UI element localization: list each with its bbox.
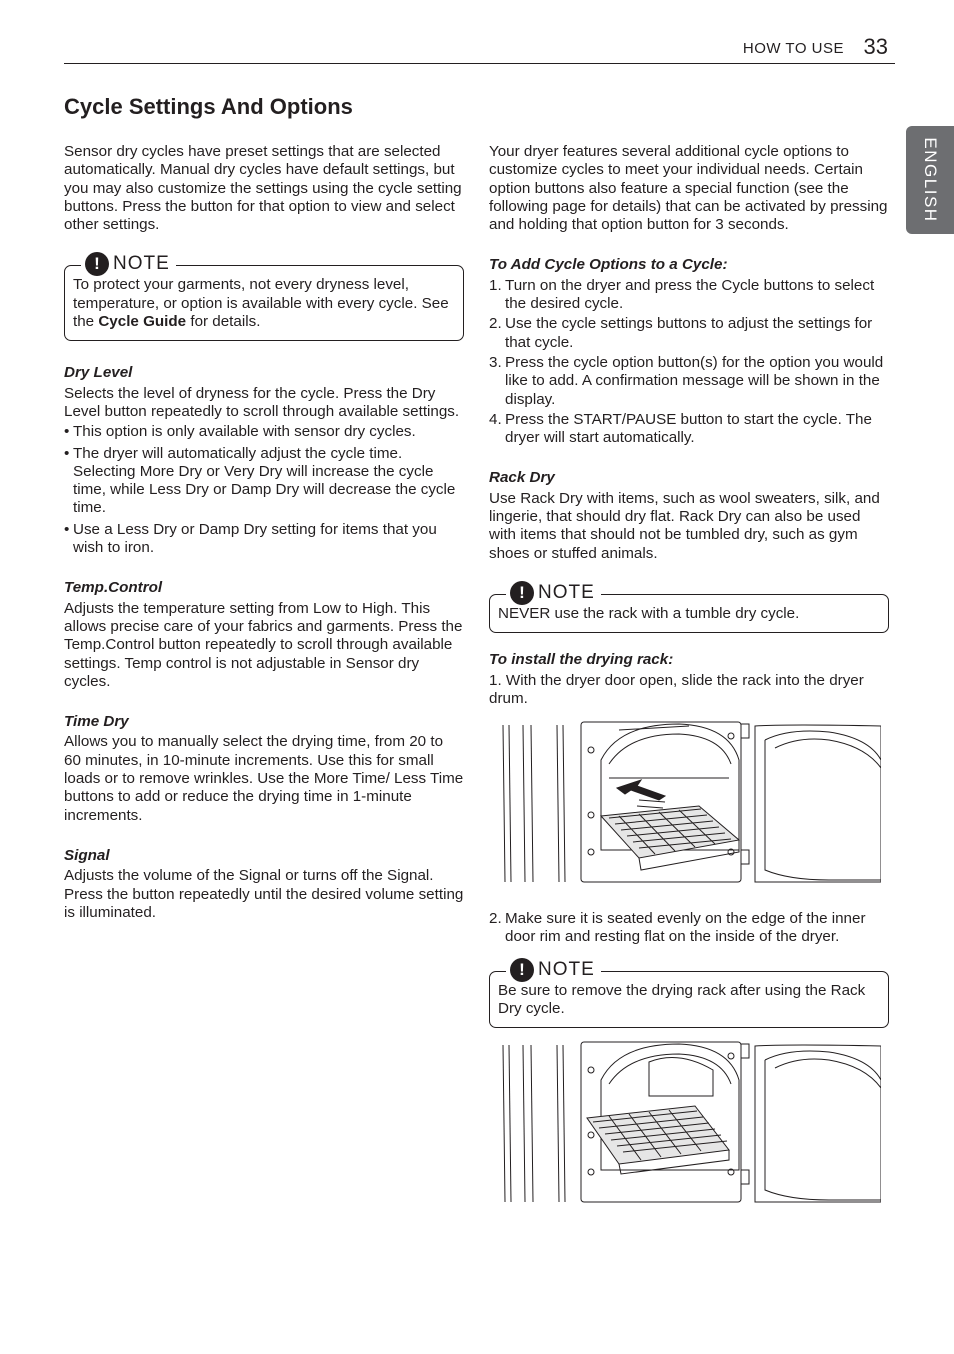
note-title: NOTE [113,253,170,275]
list-item: • Use a Less Dry or Damp Dry setting for items that you wish to iron. [64,521,464,558]
rack-dry-text: Use Rack Dry with items, such as wool sweaters, silk, and lingerie, that should dry flat. Rack Dry can also be used with items that should not be tumbled dry, such as gym shoes or stuffed animals. [489,489,880,562]
add-options-heading: To Add Cycle Options to a Cycle: [489,256,728,274]
header-rule [64,63,895,64]
right-intro: Your dryer features several additional cycle options to customize cycles to meet your individual needs. Certain option buttons also feature a special function (see the following page for details) that can be activated by pressing and holding that option button for 3 seconds. [489,143,888,234]
install-step-2 [489,910,889,947]
temp-control-heading: Temp.Control [64,579,163,597]
list-item: 3. Press the cycle option button(s) for the option you would like to add. A confirmation message will be shown in the display. [489,353,884,408]
add-options-steps [489,277,889,448]
list-item: 2. Use the cycle settings buttons to adjust the settings for that cycle. [489,315,873,351]
right-column [489,143,889,1204]
left-column [64,143,464,922]
list-item: • This option is only available with sensor dry cycles. [64,423,464,441]
time-dry-text: Allows you to manually select the drying time, from 20 to 60 minutes, in 10-minute increments. Use this for small loads or to remove wrinkles. Use the More Time/ Less Time buttons to add or reduce the drying time in 1-minute increments. [64,733,464,824]
note-text: To protect your garments, not every dryness level, temperature, or option is available with every cycle. See the Cycle Guide for details. [73,276,449,331]
dry-level-text: Selects the level of dryness for the cycle. Press the Dry Level button repeatedly to scroll through available settings. [64,384,460,420]
list-item: • The dryer will automatically adjust the cycle time. Selecting More Dry or Very Dry will increase the cycle time, while Less Dry or Damp Dry will decrease the cycle time. [64,445,464,518]
note-text: NEVER use the rack with a tumble dry cycle. [498,604,800,622]
install-heading: To install the drying rack: [489,651,674,669]
note-box-remove-rack [489,958,889,1029]
dry-level-heading: Dry Level [64,364,133,382]
warning-exclamation-icon: ! [85,252,109,276]
note-heading [81,252,176,276]
warning-exclamation-icon: ! [510,581,534,605]
dry-level-bullets [64,423,464,557]
signal-heading: Signal [64,846,110,864]
page-number: 33 [863,34,888,59]
note-heading [506,581,601,605]
note-text: Be sure to remove the drying rack after using the Rack Dry cycle. [498,981,866,1018]
rack-insertion-illustration [489,720,881,884]
left-intro: Sensor dry cycles have preset settings that are selected automatically. Manual dry cycles have default settings, but you may also customize the settings using the cycle setting buttons. Press the button for that option to view and select other settings. [64,143,462,234]
language-tab-label: ENGLISH [921,137,940,223]
temp-control-text: Adjusts the temperature setting from Low to High. This allows precise care of your fabrics and garments. Press the Temp.Control button repeatedly to scroll through available settings. Temp control is not adjustable in Sensor dry cycles. [64,599,463,690]
rack-dry-heading: Rack Dry [489,469,555,487]
language-tab [906,126,954,234]
list-item: 2. Make sure it is seated evenly on the edge of the inner door rim and resting flat on the inside of the dryer. [489,910,866,946]
cycle-guide-reference: Cycle Guide [98,313,187,331]
note-title: NOTE [538,958,595,980]
note-box-rack-tumble [489,581,889,633]
list-item: 1. Turn on the dryer and press the Cycle buttons to select the desired cycle. [489,276,875,313]
note-title: NOTE [538,581,595,603]
note-heading [506,958,601,982]
note-box-cycle-guide [64,253,464,341]
rack-seated-illustration [489,1040,881,1204]
header-section: HOW TO USE [742,40,844,57]
install-step-1: 1. With the dryer door open, slide the rack into the dryer drum. [489,671,864,707]
list-item: 4. Press the START/PAUSE button to start the cycle. The dryer will start automatically. [489,410,872,447]
warning-exclamation-icon: ! [510,958,534,982]
page-title: Cycle Settings And Options [64,94,353,119]
time-dry-heading: Time Dry [64,713,129,731]
signal-text: Adjusts the volume of the Signal or turns off the Signal. Press the button repeatedly until the desired volume setting is illuminated. [64,867,464,921]
